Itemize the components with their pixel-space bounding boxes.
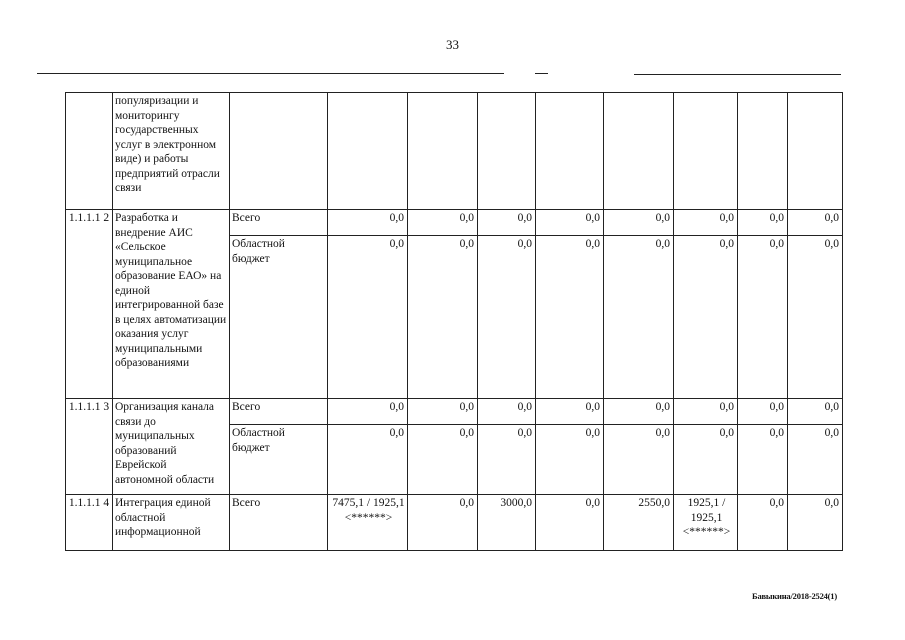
row-number: 1.1.1.1 2	[66, 210, 113, 399]
value-cell: 0,0	[674, 236, 738, 399]
value-cell: 0,0	[604, 210, 674, 236]
value-cell: 0,0	[478, 425, 536, 495]
value-cell: 0,0	[408, 425, 478, 495]
value-cell: 0,0	[328, 210, 408, 236]
funding-source: Всего	[230, 210, 328, 236]
value-cell: 0,0	[788, 495, 843, 551]
value-cell: 0,0	[788, 399, 843, 425]
value-cell: 0,0	[408, 236, 478, 399]
funding-source: Областной бюджет	[230, 425, 328, 495]
funding-source: Областной бюджет	[230, 236, 328, 399]
table-row	[66, 93, 843, 210]
value-cell	[788, 93, 843, 210]
value-cell: 0,0	[788, 236, 843, 399]
page-number: 33	[446, 37, 459, 52]
value-cell: 0,0	[328, 399, 408, 425]
activity-name: Организация канала связи до муниципальных образований Еврейской автономной области	[113, 399, 230, 495]
row-number: 1.1.1.1 3	[66, 399, 113, 495]
table-row	[66, 210, 843, 236]
value-cell: 1925,1 / 1925,1 <******>	[674, 495, 738, 551]
value-cell: 0,0	[536, 210, 604, 236]
value-cell: 0,0	[674, 399, 738, 425]
table-row	[66, 495, 843, 551]
document-code: Бавыкина/2018-2524(1)	[752, 591, 837, 601]
value-cell	[408, 93, 478, 210]
value-cell	[478, 93, 536, 210]
value-cell	[674, 93, 738, 210]
value-cell: 0,0	[478, 399, 536, 425]
funding-source: Всего	[230, 495, 328, 551]
budget-table	[65, 92, 843, 551]
value-cell: 3000,0	[478, 495, 536, 551]
value-cell: 0,0	[674, 425, 738, 495]
value-cell: 0,0	[328, 425, 408, 495]
value-cell: 0,0	[408, 210, 478, 236]
value-cell	[604, 93, 674, 210]
row-number: 1.1.1.1 4	[66, 495, 113, 551]
funding-source	[230, 93, 328, 210]
value-cell	[738, 93, 788, 210]
value-cell: 0,0	[478, 210, 536, 236]
value-cell: 7475,1 / 1925,1 <******>	[328, 495, 408, 551]
value-cell: 0,0	[478, 236, 536, 399]
value-cell: 0,0	[788, 425, 843, 495]
value-cell: 2550,0	[604, 495, 674, 551]
value-cell: 0,0	[674, 210, 738, 236]
value-cell: 0,0	[738, 495, 788, 551]
value-cell: 0,0	[738, 399, 788, 425]
value-cell: 0,0	[536, 236, 604, 399]
value-cell: 0,0	[536, 495, 604, 551]
funding-source: Всего	[230, 399, 328, 425]
value-cell	[536, 93, 604, 210]
activity-name: Разработка и внедрение АИС «Сельское муниципальное образование ЕАО» на единой интегрированной базе в целях автоматизации оказания услуг муниципальными образованиями	[113, 210, 230, 399]
value-cell: 0,0	[738, 425, 788, 495]
row-number	[66, 93, 113, 210]
value-cell: 0,0	[408, 495, 478, 551]
value-cell: 0,0	[738, 210, 788, 236]
value-cell	[328, 93, 408, 210]
table-row	[66, 399, 843, 425]
activity-name: популяризации и мониторингу государственных услуг в электронном виде) и работы предприятий отрасли связи	[113, 93, 230, 210]
activity-name: Интеграция единой областной информационной	[113, 495, 230, 551]
header-rule	[535, 73, 548, 74]
value-cell: 0,0	[328, 236, 408, 399]
value-cell: 0,0	[738, 236, 788, 399]
header-rule	[634, 74, 841, 75]
header-rule	[37, 73, 504, 74]
value-cell: 0,0	[788, 210, 843, 236]
value-cell: 0,0	[536, 425, 604, 495]
value-cell: 0,0	[604, 236, 674, 399]
value-cell: 0,0	[536, 399, 604, 425]
value-cell: 0,0	[604, 399, 674, 425]
value-cell: 0,0	[604, 425, 674, 495]
value-cell: 0,0	[408, 399, 478, 425]
